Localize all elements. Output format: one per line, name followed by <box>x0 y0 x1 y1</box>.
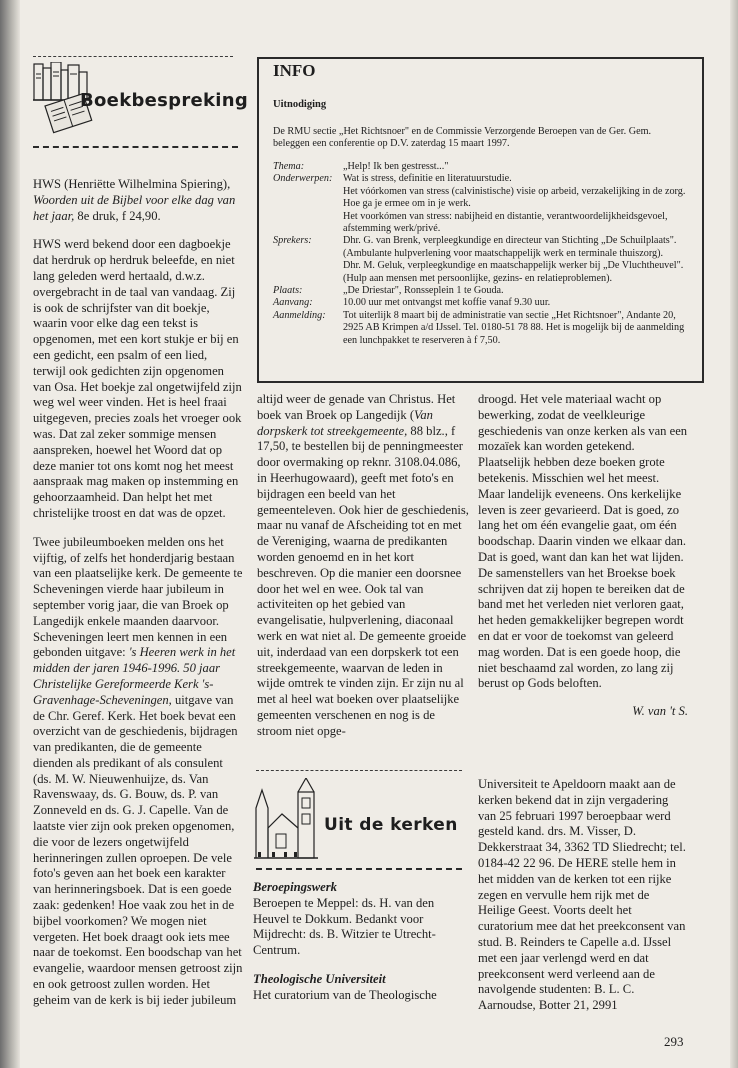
middle-paragraph <box>257 392 472 740</box>
citation-author: HWS (Henriëtte Wilhelmina Spiering), <box>33 177 231 191</box>
info-title: INFO <box>273 61 316 80</box>
kerken-left-column <box>253 880 465 1004</box>
middle-text-rest: 88 blz., f 17,50, te bestellen bij de penningmeester door overmaking op reknr. 3108.04.086, in Heerhugowaard), geeft met foto's en bijdragen een beeld van het gemeenteleven. Ook hier de geschiedenis, maar nu vanaf de Afscheiding tot en met de Vereniging, waarna de predikanten worden genoemd en in het kort beschreven. Op die manier een doorsnee door het wel en wee. Ook tal van activiteiten op het gebied van evangelisatie, hulpverlening, diaconaal werk en wat niet al. De gemeente groeide uit, inderdaad van een dorpskerk tot een streekgemeente, waarvan de leden in wijde omtrek te vinden zijn. Er zijn nu al met al heel wat boeken over plaatselijke gemeenten verschenen en nog is de stroom niet opge- <box>257 423 469 738</box>
citation-book-title: Woorden uit de Bijbel voor elke dag <box>33 192 214 207</box>
info-row-line: „De Driestar", Ronsseplein 1 te Gouda. <box>343 285 504 297</box>
info-row-line: Wat is stress, definitie en literatuurstudie. <box>343 173 512 185</box>
info-row <box>273 161 693 173</box>
info-row-label: Onderwerpen: <box>273 173 333 185</box>
info-row-label: Sprekers: <box>273 235 312 247</box>
info-row-value <box>343 235 693 285</box>
info-row-value <box>343 161 693 173</box>
info-row <box>273 173 693 235</box>
theologische-universiteit-text: Het curatorium van de Theologische <box>253 987 437 1002</box>
header-rule-top <box>33 56 233 57</box>
info-row-value <box>343 310 693 347</box>
info-subtitle: Uitnodiging <box>273 99 327 110</box>
heading-beroepingswerk: Beroepingswerk <box>253 880 337 894</box>
review-paragraph-2 <box>33 535 243 1009</box>
kerken-right-column <box>478 777 688 1014</box>
beroepingswerk-text: Beroepen te Meppel: ds. H. van den Heuvel te Dokkum. Bedankt voor Mijdrecht: ds. B. Witzier te Utrecht-Centrum. <box>253 895 436 958</box>
signature: W. van 't S. <box>632 704 688 719</box>
info-row-label: Plaats: <box>273 285 303 297</box>
info-row-line: Dhr. M. Geluk, verpleegkundige en maatschappelijk werker bij „De Vluchtheuvel". (Hulp aan mensen met persoonlijke, gezins- en relatieproblemen). <box>343 260 684 284</box>
paragraph-2-rest: uitgave van de Chr. Geref. Kerk. Het boek bevat een overzicht van de geschiedenis, bijdragen van predikanten, die de gemeente dienden als predikant of als consulent (ds. M. W. Nieuwenhuijze, ds. Van Ravenswaay, ds. G. Bouw, ds. P. van Zonneveld en ds. G. J. Capelle. Van de laatste vier zijn ook preken opgenomen, die voor de lezers ongetwijfeld herinneringen zullen oproepen. De vele foto's geven aan het boek een karakter van herinneringsboek. Dat is een goede zaak: gedenken! Hoe vaak zou het in de bijbel voorkomen? We mogen niet vergeten. Het boek draagt ook iets mee naar de toekomst. Een boodschap van het evangelie, waardoor mensen getroost zijn en ook getroost zullen worden. Het geheim van de kerk is bij ieder jubileum <box>33 692 243 1007</box>
info-rows <box>273 161 693 347</box>
kerken-rule-bottom <box>256 868 462 870</box>
paragraph-2-book-title: 's Heeren werk in het midden der jaren 1946-1996. 50 jaar Christelijke Gereformeerde Kerk 's-Gravenhage-Scheveningen, <box>33 645 236 707</box>
kerken-right-text: Universiteit te Apeldoorn maakt aan de kerken bekend dat in zijn vergadering van 25 februari 1997 beroepbaar werd gesteld kand. drs. M. Visser, D. Dekkerstraat 34, 3362 TD Sliedrecht; tel. 0184-42 22 96. De HERE stelle hem in het midden van de kerken tot een rijke zegen en vervulle hem rijk met de Heilige Geest. Voorts deelt het curatorium mee dat het preekconsent van stud. B. Reinders te Capelle a.d. IJssel met een jaar verlengd werd en dat preekconsent werd verleend aan de navolgende studenten: B. L. C. Aarnoudse, Botter 21, 2991 <box>478 777 686 1013</box>
left-column <box>33 177 243 1009</box>
info-row <box>273 297 693 309</box>
info-row <box>273 310 693 347</box>
info-row-label: Aanmelding: <box>273 309 326 321</box>
info-row-line: Het voorkómen van stress: nabijheid en distantie, verantwoordelijkheidsgevoel, afstemming werk/privé. <box>343 210 668 235</box>
citation-edition-price: 8e druk, f 24,90. <box>74 208 161 223</box>
info-row-line: Dhr. G. van Brenk, verpleegkundige en directeur van Stichting „De Schuilplaats". (Ambulante hulpverlening voor maatschappelijk werk en terminale thuiszorg). <box>343 235 677 259</box>
church-illustration-icon <box>254 778 320 860</box>
right-paragraph: droogd. Het vele materiaal wacht op bewerking, zodat de veelkleurige geschiedenis van onze kerken als van een mozaïek kan worden getekend. Plaatselijk hebben deze boeken grote betekenis. Misschien wel het meest. Maar landelijk eveneens. Ons kerkelijke leven is zeer gevarieerd. Dat is goed, zo lang het om één evangelie gaat, om één boodschap. Daarin vinden we elkaar dan. Dat is goed, want dan kan het wat lijden. De samenstellers van het Broekse boek schrijven dat zij hopen te bereiken dat de band met het verleden niet verloren gaat, het heden gemakkelijker begrepen wordt en dat er voor de toekomst van geleerd mag worden. Dat is een goede hoop, die niet beschaamd zal worden, zo lang zij berust op Gods beloften. <box>478 392 688 691</box>
info-row-value <box>343 297 693 309</box>
boekbespreking-title: Boekbespreking <box>80 90 249 111</box>
info-intro: De RMU sectie „Het Richtsnoer" en de Commissie Verzorgende Beroepen van de Ger. Gem. beleggen een conferentie op D.V. zaterdag 15 maart 1997. <box>273 126 652 150</box>
right-column <box>478 392 688 720</box>
heading-theologische-universiteit: Theologische Universiteit <box>253 971 386 986</box>
uit-de-kerken-title: Uit de kerken <box>324 815 458 835</box>
middle-text-start: altijd weer de genade van Christus. Het boek van Broek op Langedijk ( <box>257 392 456 422</box>
middle-column <box>257 392 472 740</box>
info-row-line: Hoe ga je ermee om in je werk. <box>343 198 471 210</box>
info-row <box>273 285 693 297</box>
info-row <box>273 235 693 285</box>
info-row-value <box>343 173 693 235</box>
info-row-line: Het vóórkomen van stress (calvinistische) visie op arbeid, verzakelijking in de zorg. <box>343 185 686 197</box>
info-row-value <box>343 285 693 297</box>
paragraph-2-start: Twee jubileumboeken melden ons het vijftig, of zelfs het honderdjarig bestaan van een plaatselijke kerk. De gemeente te Scheveningen vierde haar jubileum in september vorig jaar, die van Broek op Langedijk enkele maanden daarvoor. Scheveningen leert men kennen in een gebonden uitgave: <box>33 534 243 660</box>
middle-book-title: Van dorpskerk tot streekgemeente, <box>257 407 433 438</box>
header-rule-bottom <box>33 146 238 148</box>
kerken-rule-top <box>256 770 462 771</box>
citation-book-title-2: van het jaar, <box>33 192 236 223</box>
review-paragraph-1: HWS werd bekend door een dagboekje dat herdruk op herdruk beleefde, en niet lang geleden werd hertaald, d.w.z. overgebracht in de taal van vandaag. Zij is ook de schrijfster van dit boekje, waarin voor elke dag een tekst is opgenomen, met een kort stukje er bij en een gedicht, een psalm of een lied, terwijl ook gedichten zijn opgenomen van Osa. Het boekje zal ongetwijfeld zijn weg wel weer vinden. Het is heel fraai uitgegeven, precies zoals het vroeger ook was. Dat zal zeker sommige mensen aanspreken, hoewel het Woord dat op deze manier tot ons komt nog het meest aanspraak mag maken op instemming en gehoorzaamheid. Dan helpt het met christelijke troost en dat was de opzet. <box>33 237 242 520</box>
page-number: 293 <box>664 1034 684 1049</box>
info-row-line: 10.00 uur met ontvangst met koffie vanaf 9.30 uur. <box>343 297 551 309</box>
page-edge-shadow <box>730 0 738 1068</box>
info-box <box>257 57 704 383</box>
page-spine-shadow <box>0 0 20 1068</box>
info-row-line: „Help! Ik ben gestresst..." <box>343 161 449 172</box>
info-row-line: Tot uiterlijk 8 maart bij de administratie van sectie „Het Richtsnoer", Andante 20, 2925 AB Krimpen a/d IJssel. Tel. 0180-51 78 88. Het is mogelijk bij de aanmelding een lunchpakket te reserveren à f 7,50. <box>343 309 685 346</box>
info-row-label: Thema: <box>273 161 305 172</box>
info-row-label: Aanvang: <box>273 297 313 309</box>
